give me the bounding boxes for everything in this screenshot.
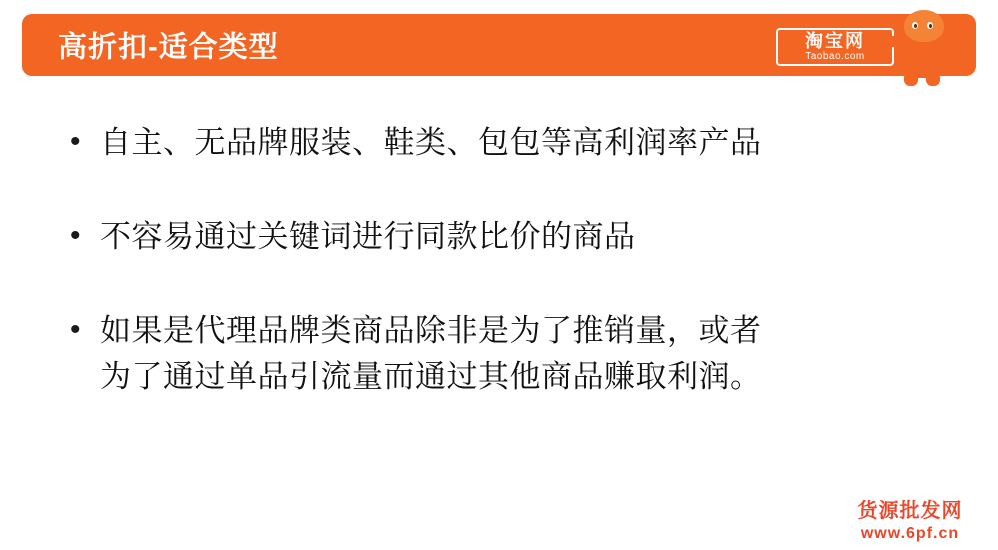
mascot-left-leg [904,72,918,86]
list-item-line: 为了通过单品引流量而通过其他商品赚取利润。 [100,359,762,394]
taobao-logo-en-text: Taobao.com [805,51,865,62]
bullet-dot-icon: • [70,313,81,346]
taobao-doll-mascot-icon [880,6,966,88]
bullet-dot-icon: • [70,125,81,158]
watermark [830,498,990,544]
page-title: 高折扣-适合类型 [58,31,279,64]
mascot-head [904,10,944,42]
bullet-list [70,120,950,448]
mascot-right-leg [926,72,940,86]
list-item [70,120,950,166]
taobao-logo [764,6,974,86]
list-item-line: 如果是代理品牌类商品除非是为了推销量，或者 [100,313,762,348]
watermark-main-text: 货源批发网 [857,500,963,522]
list-item-text [100,120,950,166]
mascot-left-pupil [914,24,917,28]
watermark-url-text: www.6pf.cn [860,525,960,542]
bullet-dot-icon: • [70,219,81,252]
taobao-logo-badge [776,28,894,66]
mascot-right-pupil [929,24,932,28]
list-item-line: 不容易通过关键词进行同款比价的商品 [100,219,636,254]
taobao-logo-cn-text: 淘宝网 [805,31,865,51]
list-item-line: 自主、无品牌服装、鞋类、包包等高利润率产品 [100,125,762,160]
list-item [70,308,950,400]
list-item [70,214,950,260]
list-item-text [100,214,950,260]
list-item-text [100,308,950,400]
